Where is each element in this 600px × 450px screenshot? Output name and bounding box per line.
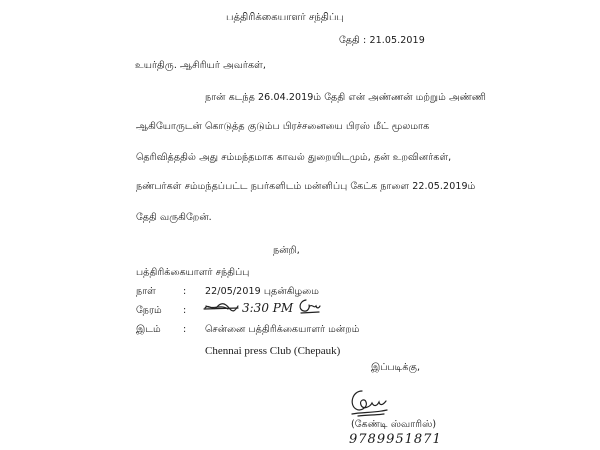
salutation: உயர்திரு. ஆசிரியர் அவர்கள்,	[135, 60, 266, 71]
signatory-name: (கேண்டி ஸ்வாரிஸ்)	[351, 419, 437, 430]
body-line: நண்பர்கள் சம்மந்தப்பட்ட நபர்களிடம் மன்னிப்பு கேட்க நாளை 22.05.2019ம்	[136, 181, 476, 192]
letter-date: தேதி : 21.05.2019	[339, 35, 425, 46]
phone-number: 9789951871	[349, 432, 442, 447]
meeting-place-value: சென்னை பத்திரிக்கையாளர் மன்றம்	[205, 324, 360, 335]
venue-english: Chennai press Club (Chepauk)	[205, 345, 341, 357]
meeting-title: பத்திரிக்கையாளர் சந்திப்பு	[136, 267, 250, 278]
meeting-time-label: நேரம்	[136, 305, 162, 316]
closing-text: இப்படிக்கு,	[371, 362, 421, 373]
letter-heading: பத்திரிக்கையாளர் சந்திப்பு	[226, 12, 344, 23]
initials-mark	[296, 297, 322, 315]
body-line: தேதி வருகிறேன்.	[136, 212, 212, 223]
meeting-time-value: 3:30 PM	[242, 301, 294, 315]
body-line: தெரிவித்ததில் அது சம்மந்தமாக காவல் துறையிடமும், தன் உறவினர்கள்,	[136, 152, 452, 163]
body-line: ஆகியோருடன் கொடுத்த குடும்ப பிரச்சனையை பிரஸ் மீட் மூலமாக	[136, 121, 430, 132]
meeting-time-sep: :	[183, 305, 187, 316]
meeting-place-label: இடம்	[136, 324, 161, 335]
meeting-date-sep: :	[183, 286, 187, 297]
struck-out-mark	[203, 300, 239, 314]
thanks-text: நன்றி,	[273, 245, 300, 256]
signature	[346, 385, 390, 419]
meeting-place-sep: :	[183, 324, 187, 335]
meeting-date-label: நாள்	[136, 286, 156, 297]
meeting-date-value: 22/05/2019 புதன்கிழமை	[205, 286, 320, 297]
body-line: நான் கடந்த 26.04.2019ம் தேதி என் அண்ணன் மற்றும் அண்ணி	[205, 92, 487, 103]
